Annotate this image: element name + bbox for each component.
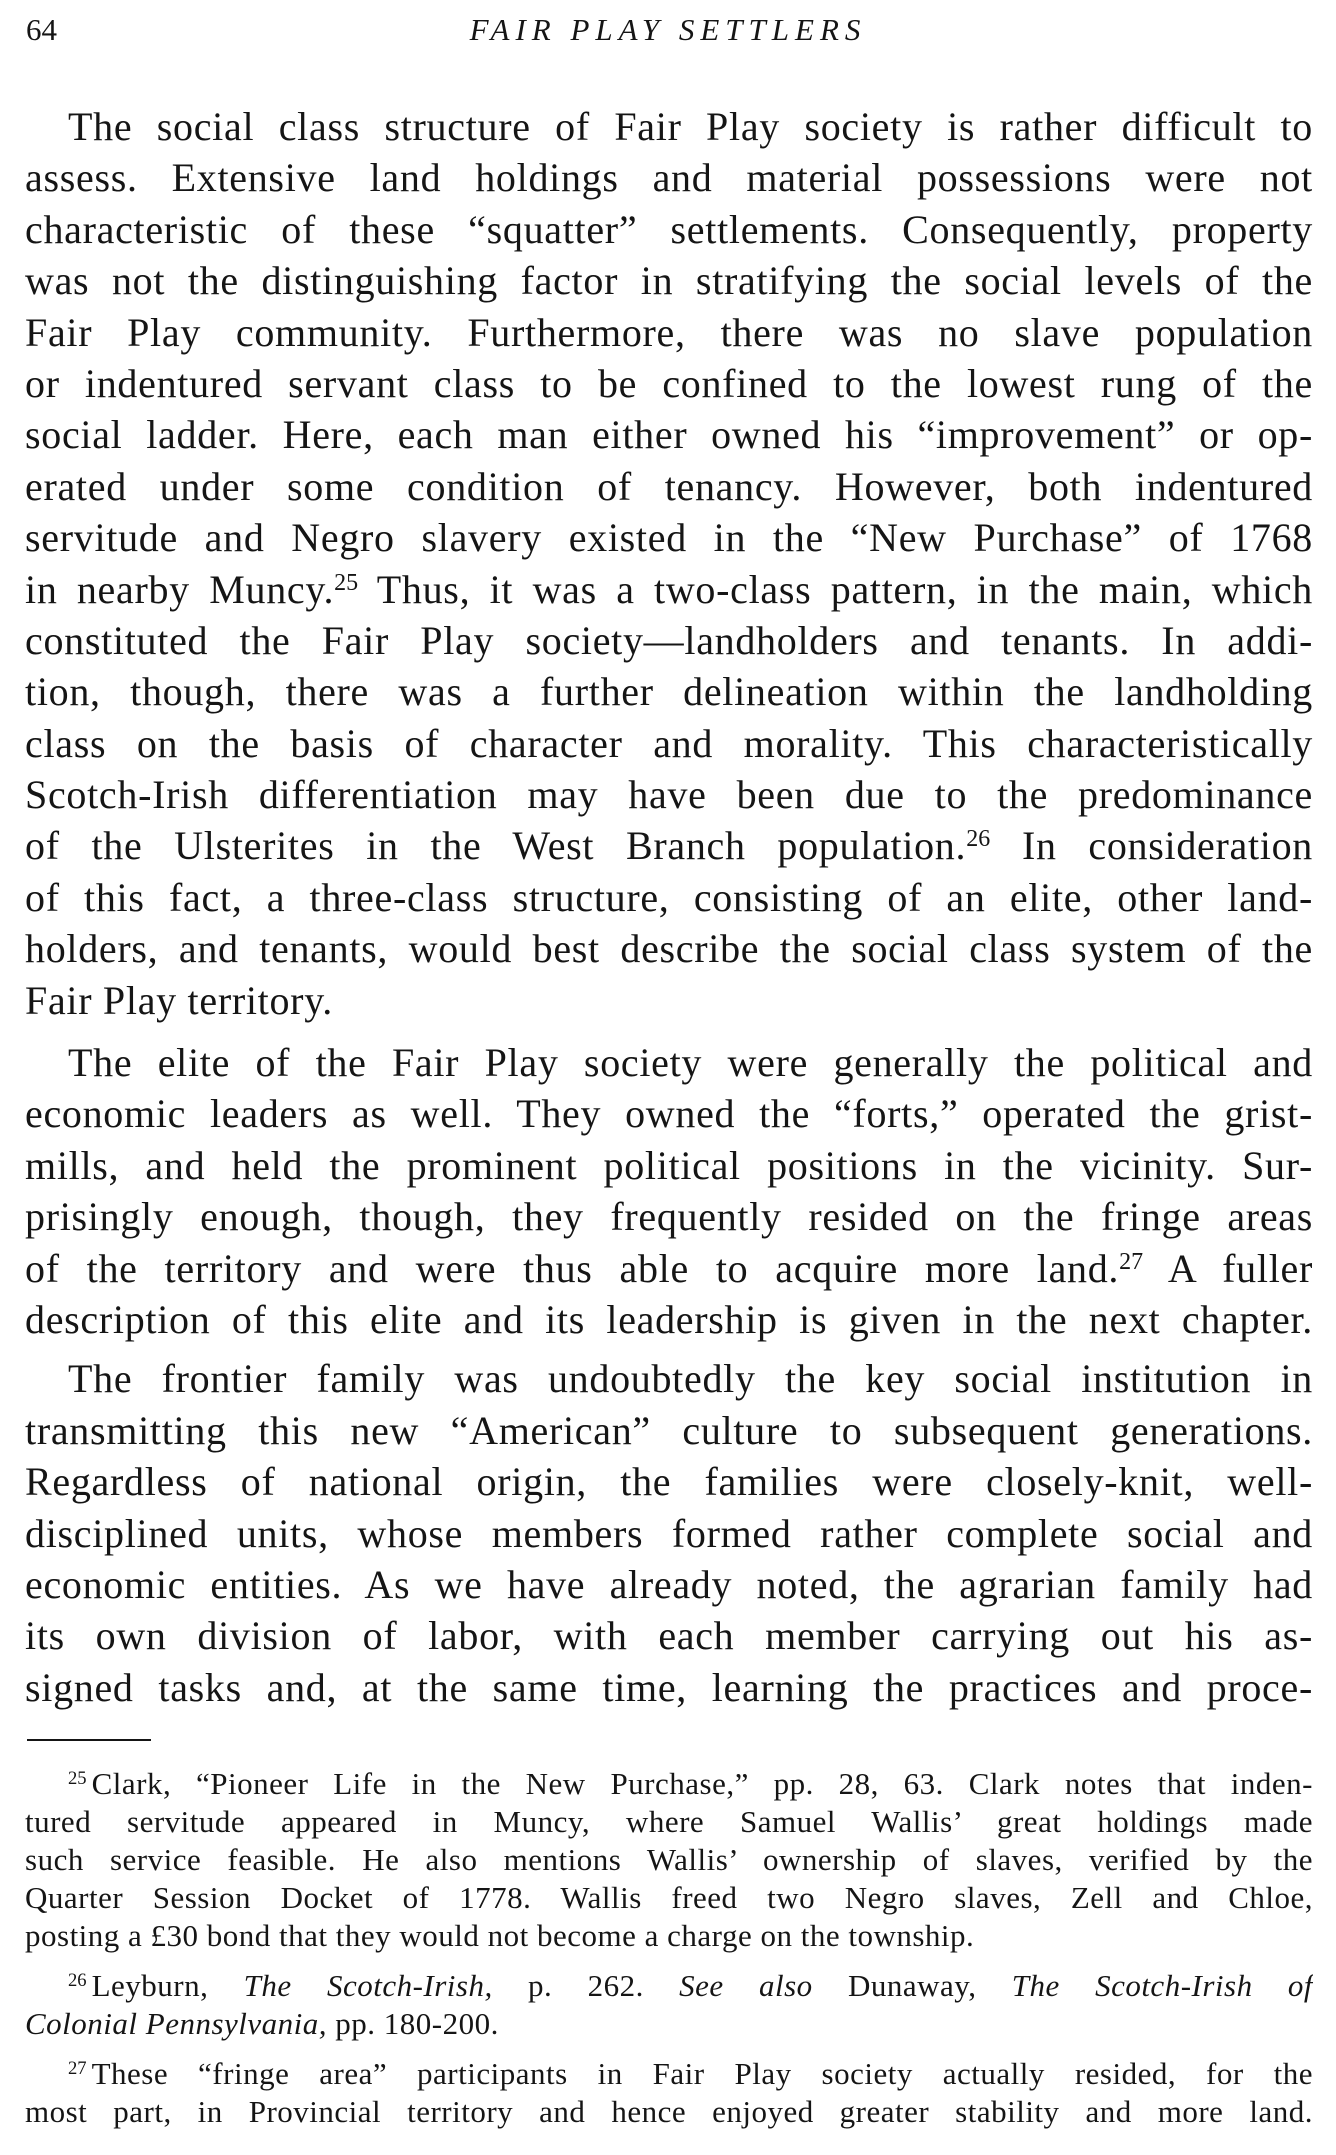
author-text: Leyburn, xyxy=(91,1968,244,2003)
footnote-reference-25: 25 xyxy=(334,569,359,596)
footnote-reference-27: 27 xyxy=(1119,1248,1144,1275)
book-title: Colonial Pennsylvania, xyxy=(25,2006,328,2041)
body-line: The elite of the Fair Play society were generally the political and xyxy=(68,1040,1313,1086)
footnote-line xyxy=(25,2055,1313,2093)
body-line: assess. Extensive land holdings and material possessions were not xyxy=(25,155,1313,201)
body-line: disciplined units, whose members formed rather complete social and xyxy=(25,1510,1313,1556)
body-line xyxy=(25,1243,1313,1294)
body-line: prisingly enough, though, they frequently resided on the fringe areas xyxy=(25,1194,1313,1240)
body-text xyxy=(25,101,1313,1713)
book-title: The Scotch-Irish, xyxy=(243,1968,493,2003)
line-text: These “fringe area” participants in Fair Play society actually resided, for the xyxy=(91,2056,1313,2091)
footnote-26 xyxy=(25,1967,1313,2043)
running-title: FAIR PLAY SETTLERS xyxy=(469,12,867,47)
body-line: characteristic of these “squatter” settlements. Consequently, property xyxy=(25,206,1313,252)
body-line: description of this elite and its leadership is given in the next chapter. xyxy=(25,1296,1313,1342)
body-paragraph xyxy=(25,1353,1313,1713)
page-ref: p. 262. xyxy=(492,1968,680,2003)
body-line: or indentured servant class to be confined to the lowest rung of the xyxy=(25,360,1313,406)
body-line: transmitting this new “American” culture to subsequent generations. xyxy=(25,1407,1313,1453)
body-line: Scotch-Irish differentiation may have been due to the predominance xyxy=(25,772,1313,818)
author-text: Dunaway, xyxy=(812,1968,1012,2003)
body-line: Fair Play territory. xyxy=(25,977,334,1023)
footnote-marker: 27 xyxy=(68,2057,87,2079)
footnote-line: such service feasible. He also mentions Wallis’ ownership of slaves, verified by the xyxy=(25,1842,1313,1877)
footnote-divider xyxy=(27,1739,151,1741)
line-text: Thus, it was a two-class pattern, in the main, which xyxy=(358,566,1313,612)
line-text: In consideration xyxy=(990,823,1313,869)
body-line: tion, though, there was a further delineation within the landholding xyxy=(25,669,1313,715)
body-line: signed tasks and, at the same time, learning the practices and proce- xyxy=(25,1664,1313,1710)
footnote-line xyxy=(25,1765,1313,1803)
body-line: economic entities. As we have already noted, the agrarian family had xyxy=(25,1561,1313,1607)
body-line: The social class structure of Fair Play society is rather difficult to xyxy=(68,104,1313,149)
body-line: holders, and tenants, would best describe the social class system of the xyxy=(25,926,1313,972)
page-header xyxy=(0,8,1336,52)
footnote-line xyxy=(25,1967,1313,2005)
body-line: economic leaders as well. They owned the “forts,” operated the grist- xyxy=(25,1091,1313,1137)
footnote-25 xyxy=(25,1765,1313,1955)
line-text: A fuller xyxy=(1143,1245,1313,1291)
page-ref: pp. 180-200. xyxy=(327,2006,499,2041)
body-line: was not the distinguishing factor in stratifying the social levels of the xyxy=(25,258,1313,304)
body-line: its own division of labor, with each member carrying out his as- xyxy=(25,1613,1313,1659)
body-line: constituted the Fair Play society—landholders and tenants. In addi- xyxy=(25,617,1313,663)
footnote-marker: 26 xyxy=(68,1969,87,1991)
line-text: of the territory and were thus able to acquire more land. xyxy=(25,1245,1120,1291)
body-line: social ladder. Here, each man either owned his “improvement” or op- xyxy=(25,412,1313,458)
body-line: servitude and Negro slavery existed in the “New Purchase” of 1768 xyxy=(25,515,1313,561)
line-text: Clark, “Pioneer Life in the New Purchase,” pp. 28, 63. Clark notes that inden- xyxy=(91,1766,1313,1801)
footnote-line: posting a £30 bond that they would not become a charge on the township. xyxy=(25,1918,975,1953)
body-paragraph xyxy=(25,101,1313,1026)
body-line: Fair Play community. Furthermore, there was no slave population xyxy=(25,309,1313,355)
page-number: 64 xyxy=(26,12,57,47)
footnotes xyxy=(25,1765,1313,2143)
line-text: of the Ulsterites in the West Branch population. xyxy=(25,823,967,869)
footnote-marker: 25 xyxy=(68,1767,87,1789)
footnote-line: tured servitude appeared in Muncy, where Samuel Wallis’ great holdings made xyxy=(25,1804,1313,1839)
body-line: The frontier family was undoubtedly the key social institution in xyxy=(68,1356,1313,1402)
body-line: Regardless of national origin, the families were closely-knit, well- xyxy=(25,1459,1313,1505)
body-line xyxy=(25,820,1313,871)
body-paragraph xyxy=(25,1037,1313,1345)
line-text: in nearby Muncy. xyxy=(25,566,335,612)
book-title: The Scotch-Irish of xyxy=(1011,1968,1313,2003)
body-line: of this fact, a three-class structure, consisting of an elite, other land- xyxy=(25,874,1313,920)
body-line: class on the basis of character and morality. This characteristically xyxy=(25,720,1313,766)
footnote-reference-26: 26 xyxy=(966,826,991,853)
footnote-27 xyxy=(25,2055,1313,2131)
footnote-line: Quarter Session Docket of 1778. Wallis freed two Negro slaves, Zell and Chloe, xyxy=(25,1880,1313,1915)
body-line: mills, and held the prominent political positions in the vicinity. Sur- xyxy=(25,1142,1313,1188)
body-line xyxy=(25,564,1313,615)
body-line: erated under some condition of tenancy. However, both indentured xyxy=(25,463,1313,509)
footnote-line: most part, in Provincial territory and hence enjoyed greater stability and more land. xyxy=(25,2094,1313,2129)
footnote-line xyxy=(25,2005,1313,2043)
see-also: See also xyxy=(679,1968,813,2003)
